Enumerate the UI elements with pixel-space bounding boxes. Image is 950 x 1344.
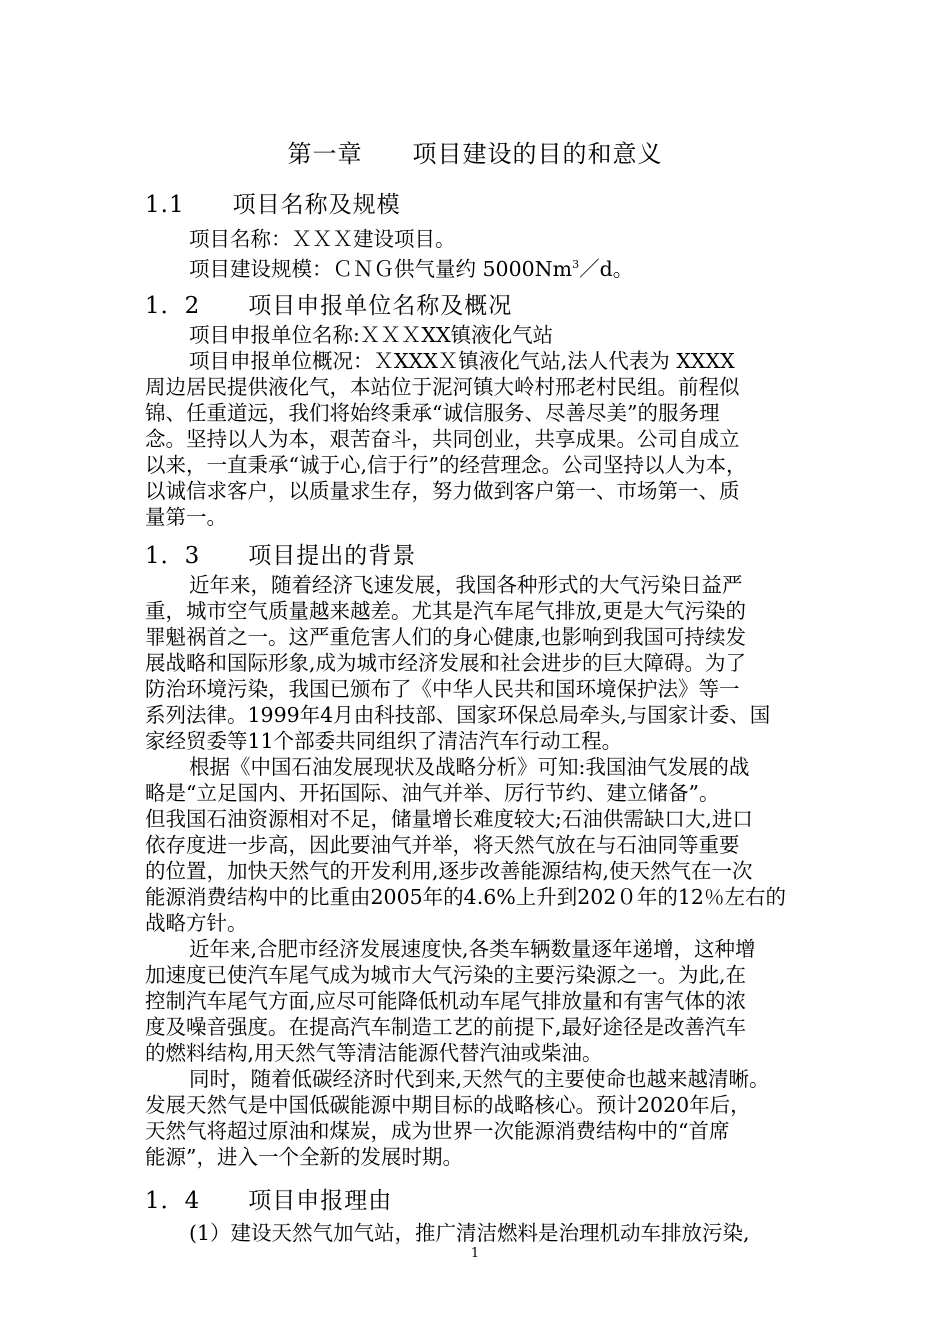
paragraph-line: 根据《中国石油发展现状及战略分析》可知:我国油气发展的战	[189, 755, 750, 779]
scale-unit: ／d。	[579, 257, 634, 281]
paragraph-line: 能源消费结构中的比重由2005年的4.6%上升到202０年的12％左右的	[145, 885, 786, 909]
paragraph-line: 发展天然气是中国低碳能源中期目标的战略核心。预计2020年后，	[145, 1093, 751, 1117]
paragraph-line: 量第一。	[145, 505, 227, 529]
paragraph-line: 的位置，加快天然气的开发利用,逐步改善能源结构,使天然气在一次	[145, 859, 753, 883]
superscript: 3	[572, 258, 580, 271]
paragraph-line: 项目名称：ＸＸＸ建设项目。	[189, 227, 456, 251]
section-heading-1-3: 1．3 项目提出的背景	[145, 543, 417, 569]
paragraph-line: 以来，一直秉承“诚于心,信于行”的经营理念。公司坚持以人为本，	[145, 453, 747, 477]
paragraph-line: 略是“立足国内、开拓国际、油气并举、厉行节约、建立储备”。	[145, 781, 720, 805]
section-heading-1-4: 1．4 项目申报理由	[145, 1188, 393, 1214]
paragraph-line: 家经贸委等11个部委共同组织了清洁汽车行动工程。	[145, 729, 623, 753]
section-heading-1-2: 1．2 项目申报单位名称及概况	[145, 293, 513, 319]
paragraph-line: 天然气将超过原油和煤炭，成为世界一次能源消费结构中的“首席	[145, 1119, 730, 1143]
paragraph-line: 的燃料结构,用天然气等清洁能源代替汽油或柴油。	[145, 1041, 603, 1065]
paragraph-line: (1）建设天然气加气站，推广清洁燃料是治理机动车排放污染,	[189, 1221, 750, 1245]
paragraph-line: 以诚信求客户，以质量求生存，努力做到客户第一、市场第一、质	[145, 479, 740, 503]
paragraph-line: 锦、任重道远，我们将始终秉承“诚信服务、尽善尽美”的服务理	[145, 401, 720, 425]
paragraph-line	[189, 252, 633, 282]
paragraph-line: 能源”，进入一个全新的发展时期。	[145, 1145, 463, 1169]
paragraph-line: 同时，随着低碳经济时代到来,天然气的主要使命也越来越清晰。	[189, 1067, 770, 1091]
paragraph-line: 控制汽车尾气方面,应尽可能降低机动车尾气排放量和有害气体的浓	[145, 989, 747, 1013]
paragraph-line: 度及噪音强度。在提高汽车制造工艺的前提下,最好途径是改善汽车	[145, 1015, 747, 1039]
section-heading-1-1: 1.1 项目名称及规模	[145, 192, 401, 218]
paragraph-line: 周边居民提供液化气，本站位于泥河镇大岭村邢老村民组。前程似	[145, 375, 740, 399]
chapter-title: 第一章 项目建设的目的和意义	[287, 140, 663, 168]
paragraph-line: 加速度已使汽车尾气成为城市大气污染的主要污染源之一。为此,在	[145, 963, 747, 987]
paragraph-line: 展战略和国际形象,成为城市经济发展和社会进步的巨大障碍。为了	[145, 651, 747, 675]
paragraph-line: 罪魁祸首之一。这严重危害人们的身心健康,也影响到我国可持续发	[145, 625, 747, 649]
paragraph-line: 战略方针。	[145, 911, 248, 935]
paragraph-line: 防治环境污染，我国已颁布了《中华人民共和国环境保护法》等一	[145, 677, 740, 701]
paragraph-line: 但我国石油资源相对不足，储量增长难度较大;石油供需缺口大,进口	[145, 807, 753, 831]
paragraph-line: 念。坚持以人为本，艰苦奋斗，共同创业，共享成果。公司自成立	[145, 427, 740, 451]
paragraph-line: 重，城市空气质量越来越差。尤其是汽车尾气排放,更是大气污染的	[145, 599, 747, 623]
paragraph-line: 系列法律。1999年4月由科技部、国家环保总局牵头,与国家计委、国	[145, 703, 771, 727]
scale-text: 项目建设规模：ＣＮＧ供气量约 5000Nm	[189, 257, 573, 281]
paragraph-line: 近年来,合肥市经济发展速度快,各类车辆数量逐年递增，这种增	[189, 937, 756, 961]
page-number: 1	[470, 1246, 480, 1261]
paragraph-line: 依存度进一步高，因此要油气并举，将天然气放在与石油同等重要	[145, 833, 740, 857]
paragraph-line: 项目申报单位概况：ＸXXXＸ镇液化气站,法人代表为 XXXX	[189, 349, 735, 373]
paragraph-line: 近年来，随着经济飞速发展，我国各种形式的大气污染日益严	[189, 573, 743, 597]
paragraph-line: 项目申报单位名称:ＸＸＸXX镇液化气站	[189, 323, 554, 347]
